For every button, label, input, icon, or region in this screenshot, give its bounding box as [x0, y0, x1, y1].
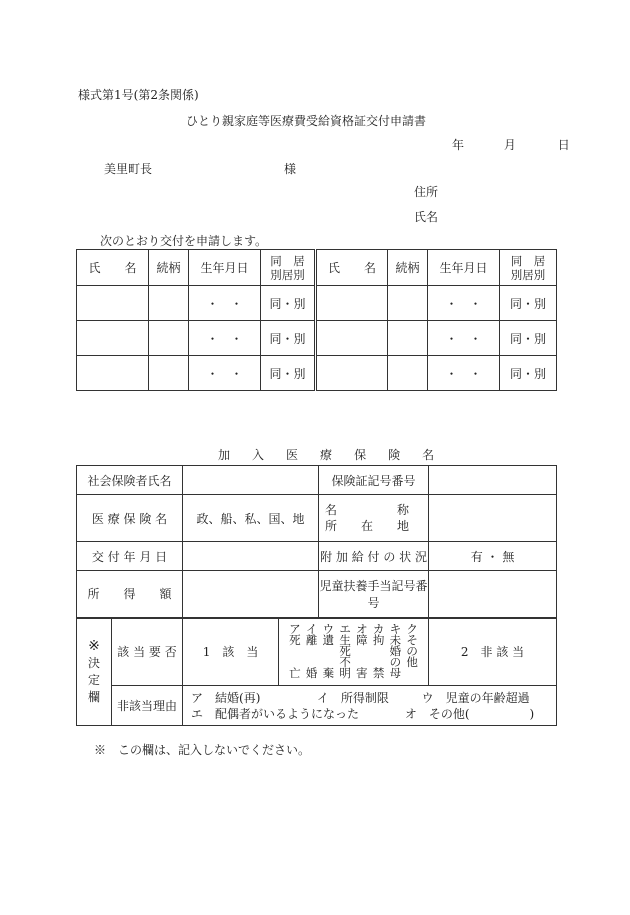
table-row [77, 571, 557, 618]
table-row [77, 466, 557, 495]
name-cell[interactable] [316, 321, 388, 356]
child-allowance-field[interactable] [429, 571, 557, 618]
insured-name-label: 社会保険者氏名 [77, 466, 183, 495]
addressee-honorific: 様 [284, 162, 297, 176]
intro-text: 次のとおり交付を申請します。 [100, 234, 268, 248]
table-row [77, 321, 557, 356]
birth-cell[interactable]: ・ ・ [189, 356, 261, 391]
name-cell[interactable] [77, 286, 149, 321]
insurer-label: 医 療 保 険 名 [77, 495, 183, 542]
date-line [452, 136, 570, 153]
header-name: 氏 名 [316, 250, 388, 286]
reason-spouse[interactable]: エ 配偶者がいるようになった [191, 706, 360, 721]
header-cohabitation: 同 居 別居別 [500, 250, 557, 286]
table-row [77, 356, 557, 391]
non-applicable-reasons [183, 686, 557, 726]
relation-cell[interactable] [149, 356, 189, 391]
date-day: 日 [557, 138, 570, 152]
name-cell[interactable] [316, 356, 388, 391]
reason-label: 非該当理由 [112, 686, 183, 726]
birth-cell[interactable]: ・ ・ [189, 321, 261, 356]
benefit-status-label: 附 加 給 付 の 状 況 [319, 542, 429, 571]
header-birth: 生年月日 [428, 250, 500, 286]
relation-cell[interactable] [388, 286, 428, 321]
date-month: 月 [503, 138, 516, 152]
issue-date-field[interactable] [183, 542, 319, 571]
cohab-cell[interactable]: 同・別 [500, 356, 557, 391]
family-table [76, 249, 557, 391]
table-row [77, 618, 557, 686]
insurance-section-title: 加 入 医 療 保 険 名 [218, 448, 435, 462]
table-row [77, 686, 557, 726]
date-year: 年 [452, 138, 465, 152]
reason-marriage[interactable]: ア 結婚(再) [191, 690, 261, 705]
not-applicable-option[interactable]: 2 非 該 当 [429, 618, 557, 686]
header-cohabitation: 同 居 別居別 [261, 250, 316, 286]
name-cell[interactable] [77, 356, 149, 391]
cohab-cell[interactable]: 同・別 [500, 321, 557, 356]
birth-cell[interactable]: ・ ・ [189, 286, 261, 321]
cohab-cell[interactable]: 同・別 [261, 321, 316, 356]
relation-cell[interactable] [388, 321, 428, 356]
reason-category-grid: ア イ ウ エ オ カ キ ク 死 離 遺 生 障 拘 未 そ 死 婚 の 不 の 他 亡 婚 棄 明 害 禁 母 [279, 618, 429, 686]
table-row [77, 542, 557, 571]
header-relation: 続柄 [149, 250, 189, 286]
table-row [77, 286, 557, 321]
decision-column-label: ※ 決 定 欄 [77, 618, 112, 726]
addressee-mayor: 美里町長 [104, 162, 153, 176]
family-table-header [77, 250, 557, 286]
form-number: 様式第1号(第2条関係) [78, 88, 199, 102]
decision-mark: ※ [88, 637, 100, 654]
insured-name-field[interactable] [183, 466, 319, 495]
benefit-status-value[interactable]: 有 ・ 無 [429, 542, 557, 571]
address-label: 住所 [414, 185, 439, 199]
applicant-name-label: 氏名 [414, 210, 439, 224]
table-row [77, 495, 557, 542]
reason-other[interactable]: オ その他( ) [404, 706, 535, 721]
insurer-name-address-label: 名 称 所 在 地 [319, 495, 429, 542]
header-birth: 生年月日 [189, 250, 261, 286]
insurer-types[interactable]: 政、船、私、国、地 [183, 495, 319, 542]
income-field[interactable] [183, 571, 319, 618]
header-name: 氏 名 [77, 250, 149, 286]
birth-cell[interactable]: ・ ・ [428, 286, 500, 321]
requirement-label: 該 当 要 否 [112, 618, 183, 686]
reason-child-age[interactable]: ウ 児童の年齢超過 [421, 690, 530, 705]
child-allowance-label: 児童扶養手当記号番号 [319, 571, 429, 618]
income-label: 所 得 額 [77, 571, 183, 618]
birth-cell[interactable]: ・ ・ [428, 356, 500, 391]
cohab-cell[interactable]: 同・別 [500, 286, 557, 321]
name-cell[interactable] [316, 286, 388, 321]
issue-date-label: 交 付 年 月 日 [77, 542, 183, 571]
document-title: ひとり親家庭等医療費受給資格証交付申請書 [186, 114, 427, 128]
relation-cell[interactable] [149, 321, 189, 356]
relation-cell[interactable] [149, 286, 189, 321]
applicable-option[interactable]: 1 該 当 [183, 618, 279, 686]
header-relation: 続柄 [388, 250, 428, 286]
name-cell[interactable] [77, 321, 149, 356]
cohab-cell[interactable]: 同・別 [261, 286, 316, 321]
footer-note: ※ この欄は、記入しないでください。 [94, 743, 311, 757]
card-number-field[interactable] [429, 466, 557, 495]
card-number-label: 保険証記号番号 [319, 466, 429, 495]
insurance-table [76, 465, 557, 726]
reason-income[interactable]: イ 所得制限 [316, 690, 389, 705]
relation-cell[interactable] [388, 356, 428, 391]
insurer-name-field[interactable] [429, 495, 557, 542]
birth-cell[interactable]: ・ ・ [428, 321, 500, 356]
cohab-cell[interactable]: 同・別 [261, 356, 316, 391]
